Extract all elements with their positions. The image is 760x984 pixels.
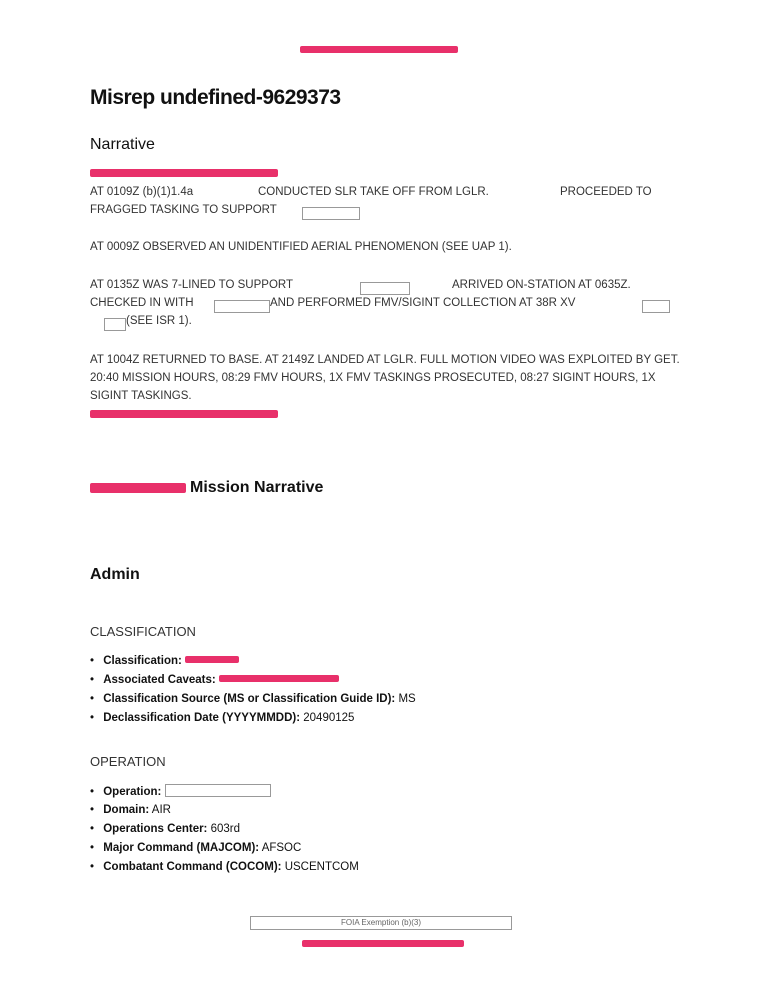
list-item xyxy=(90,709,416,728)
cocom-key: Combatant Command (COCOM): xyxy=(103,861,282,873)
redaction-box xyxy=(360,282,410,295)
narrative-heading: Narrative xyxy=(90,136,155,153)
cocom-value: USCENTCOM xyxy=(284,861,359,873)
classification-list xyxy=(90,652,416,728)
list-item xyxy=(90,820,359,839)
mission-narrative-heading: Mission Narrative xyxy=(190,479,324,496)
caveats-key: Associated Caveats: xyxy=(103,674,216,686)
narrative-p1-start: AT 0109Z (b)(1)1.4a xyxy=(90,186,194,198)
classification-key: Classification: xyxy=(103,655,182,667)
operation-heading: OPERATION xyxy=(90,754,166,769)
operation-list xyxy=(90,782,359,877)
narrative-end-redaction xyxy=(90,410,278,418)
admin-heading: Admin xyxy=(90,566,140,583)
domain-value: AIR xyxy=(151,804,171,816)
list-item xyxy=(90,839,359,858)
narrative-classification-redaction xyxy=(90,169,278,177)
classification-value-redaction xyxy=(185,656,239,663)
redaction-box xyxy=(642,300,670,313)
redaction-box xyxy=(302,207,360,220)
list-item xyxy=(90,858,359,877)
foia-exemption-box: FOIA Exemption (b)(3) xyxy=(250,916,512,930)
narrative-p3-arrived: ARRIVED ON-STATION AT 0635Z. xyxy=(452,279,631,291)
header-classification-redaction xyxy=(300,46,458,53)
narrative-p3-collection: AND PERFORMED FMV/SIGINT COLLECTION AT 38R XV xyxy=(270,297,576,309)
narrative-p2: AT 0009Z OBSERVED AN UNIDENTIFIED AERIAL PHENOMENON (SEE UAP 1). xyxy=(90,241,512,253)
classification-source-key: Classification Source (MS or Classification Guide ID): xyxy=(103,693,396,705)
declassification-date-value: 20490125 xyxy=(303,712,355,724)
declassification-date-key: Declassification Date (YYYYMMDD): xyxy=(103,712,301,724)
list-item xyxy=(90,652,416,671)
list-item xyxy=(90,690,416,709)
operations-center-value: 603rd xyxy=(210,823,241,835)
narrative-p4: AT 1004Z RETURNED TO BASE. AT 2149Z LANDED AT LGLR. FULL MOTION VIDEO WAS EXPLOITED BY GET. 20:40 MISSION HOURS, 08:29 FMV HOURS, 1X FMV TASKINGS PROSECUTED, 08:27 SIGINT HOURS, 1X SIGINT TASKINGS. xyxy=(90,354,680,402)
page-title: Misrep undefined-9629373 xyxy=(90,86,341,109)
majcom-key: Major Command (MAJCOM): xyxy=(103,842,260,854)
footer-classification-redaction xyxy=(302,940,464,947)
operations-center-key: Operations Center: xyxy=(103,823,208,835)
narrative-p1-takeoff: CONDUCTED SLR TAKE OFF FROM LGLR. xyxy=(258,186,489,198)
narrative-p1-tasking: FRAGGED TASKING TO SUPPORT xyxy=(90,204,277,216)
redaction-box xyxy=(104,318,126,331)
redaction-box xyxy=(214,300,270,313)
narrative-p1-proceeded: PROCEEDED TO xyxy=(560,186,652,198)
classification-heading: CLASSIFICATION xyxy=(90,624,196,639)
list-item xyxy=(90,782,359,801)
narrative-p3-checkin: CHECKED IN WITH xyxy=(90,297,194,309)
list-item xyxy=(90,801,359,820)
narrative-p3-line1: AT 0135Z WAS 7-LINED TO SUPPORT xyxy=(90,279,294,291)
caveats-value-redaction xyxy=(219,675,339,682)
narrative-p3-see-isr: (SEE ISR 1). xyxy=(126,315,192,327)
classification-source-value: MS xyxy=(398,693,416,705)
mission-classification-redaction xyxy=(90,483,186,493)
operation-key: Operation: xyxy=(103,786,162,798)
list-item xyxy=(90,671,416,690)
majcom-value: AFSOC xyxy=(261,842,302,854)
operation-value-redaction-box xyxy=(165,784,271,797)
domain-key: Domain: xyxy=(103,804,150,816)
